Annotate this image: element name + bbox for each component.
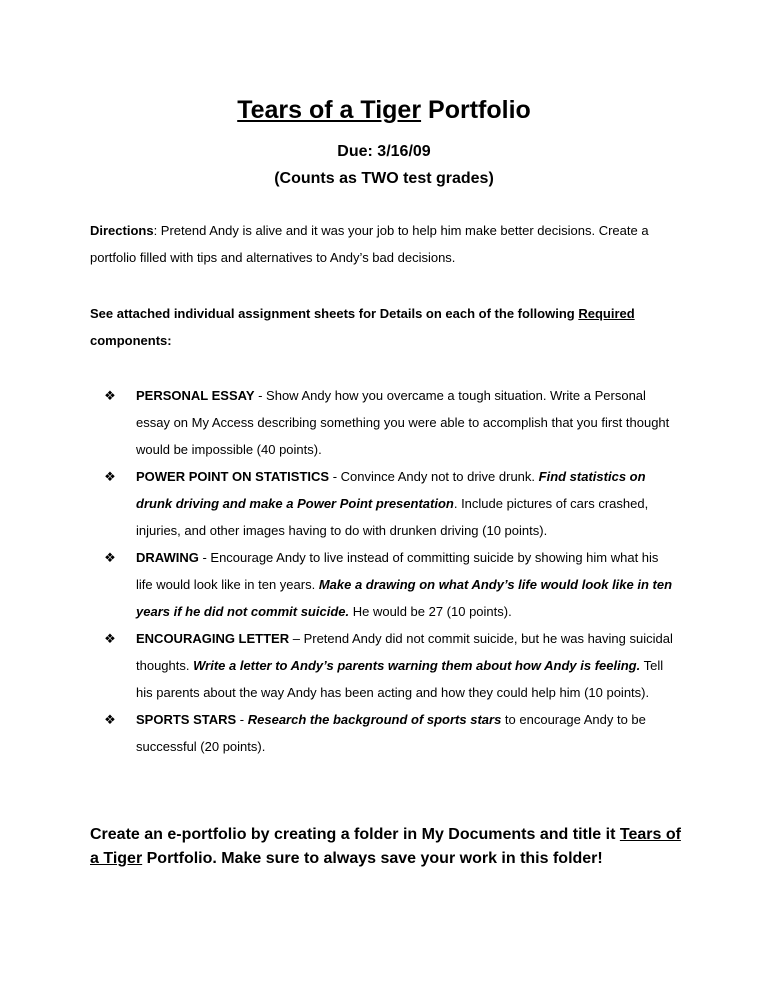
item-heading: SPORTS STARS [136,712,237,727]
final-after: Portfolio. Make sure to always save your work in this folder! [142,850,603,867]
item-heading: DRAWING [136,550,199,565]
list-item [100,463,675,544]
diamond-bullet-icon: ❖ [104,469,116,484]
directions-label: Directions [90,223,154,238]
item-text-after: Tell his parents about the way Andy has been acting and how they could help him (10 points). [136,658,664,700]
diamond-bullet-icon: ❖ [104,712,116,727]
item-emphasis: Research the background of sports stars [247,712,502,727]
page-title [0,93,768,127]
see-attached-after: components: [90,333,172,348]
list-item [100,382,675,463]
due-date: Due: 3/16/09 [337,143,431,160]
item-emphasis: Write a letter to Andy’s parents warning them about how Andy is feeling. [193,658,641,673]
item-text-after: He would be 27 (10 points). [349,604,512,619]
item-text-after: . Include pictures of cars crashed, injuries, and other images having to do with drunken driving (10 points). [136,496,649,538]
item-emphasis: Find statistics on drunk driving and make a Power Point presentation [136,469,646,511]
counts-note: (Counts as TWO test grades) [274,170,494,187]
list-item [100,625,675,706]
directions-text: : Pretend Andy is alive and it was your job to help him make better decisions. Create a portfolio filled with tips and alternatives to Andy’s bad decisions. [90,223,649,265]
item-text: - [236,712,248,727]
title-rest: Portfolio [421,96,531,124]
title-book-name: Tears of a Tiger [237,96,422,124]
item-emphasis: Make a drawing on what Andy’s life would look like in ten years if he did not commit suicide. [136,577,673,619]
final-book-name: Tears of a Tiger [90,826,681,867]
item-heading: POWER POINT ON STATISTICS [136,469,330,484]
diamond-bullet-icon: ❖ [104,550,116,565]
list-item [100,706,675,760]
see-attached-paragraph [90,300,675,354]
item-text: – Pretend Andy did not commit suicide, but he was having suicidal thoughts. [136,631,673,673]
item-text: - Convince Andy not to drive drunk. [329,469,539,484]
final-before: Create an e-portfolio by creating a folder in My Documents and title it [90,826,620,843]
see-attached-before: See attached individual assignment sheets for Details on each of the following [90,306,579,321]
list-item [100,544,675,625]
diamond-bullet-icon: ❖ [104,631,116,646]
item-heading: PERSONAL ESSAY [136,388,255,403]
final-instruction [90,823,690,871]
assignment-list [100,382,675,760]
item-text-after: to encourage Andy to be successful (20 points). [136,712,646,754]
diamond-bullet-icon: ❖ [104,388,116,403]
item-text: - Show Andy how you overcame a tough situation. Write a Personal essay on My Access describing something you were able to accomplish that you first thought would be impossible (40 points). [136,388,670,457]
directions-paragraph [90,217,675,271]
required-word: Required [578,306,635,321]
item-heading: ENCOURAGING LETTER [136,631,290,646]
item-text: - Encourage Andy to live instead of committing suicide by showing him what his life would look like in ten years. [136,550,659,592]
